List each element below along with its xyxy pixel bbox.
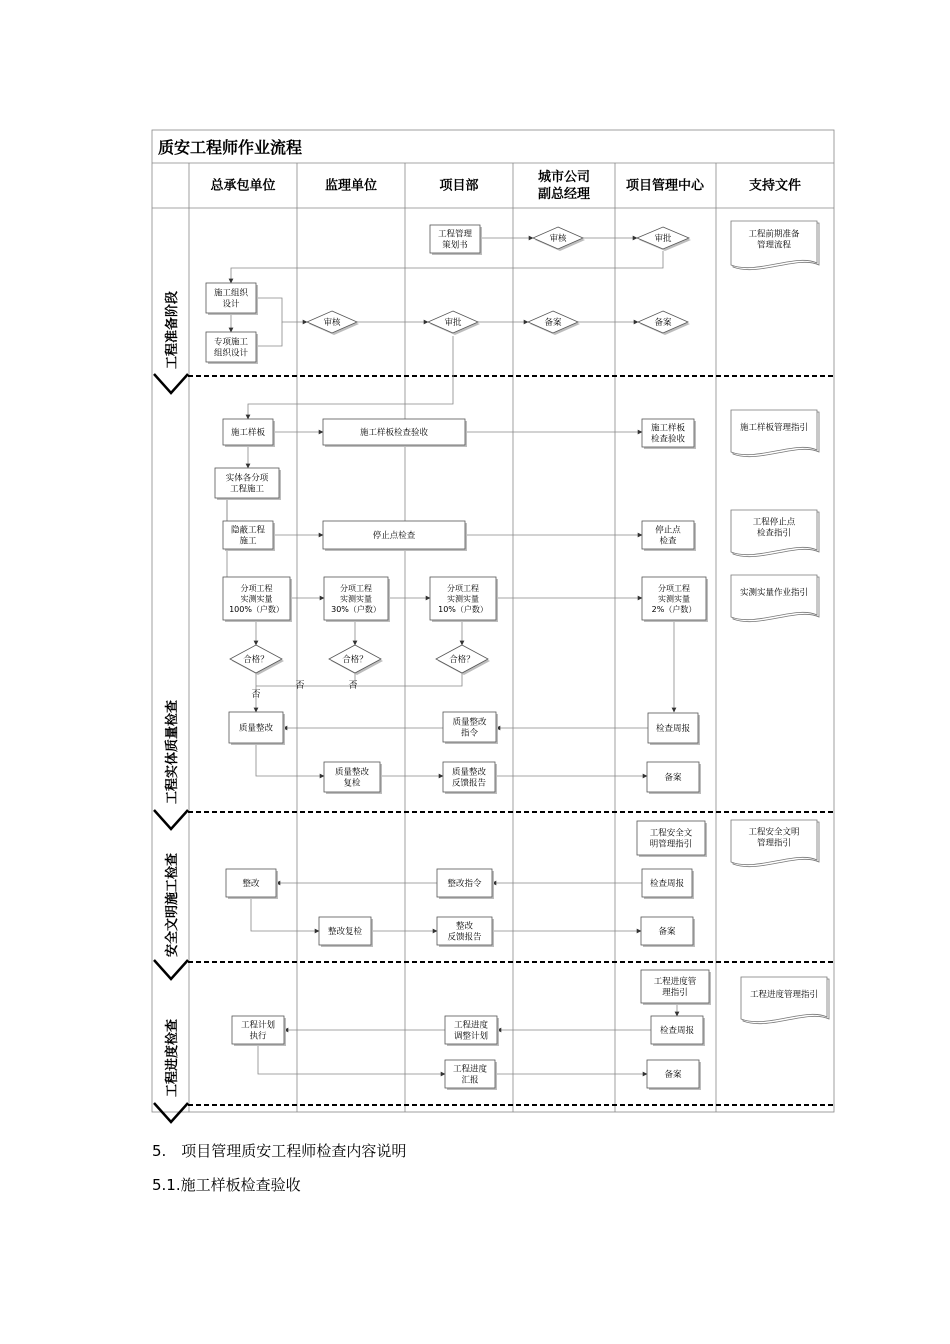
flow-nodes bbox=[206, 225, 711, 1090]
process-node bbox=[229, 712, 285, 745]
process-node bbox=[430, 225, 482, 255]
node-label: 分项工程实测实量 10%（户数） bbox=[438, 583, 488, 614]
node-label: 备案 bbox=[544, 318, 562, 329]
node-label: 工程进度调整计划 bbox=[453, 1020, 489, 1042]
stage-label: 工程实体质量检查 bbox=[165, 699, 180, 805]
node-label: 质量整改反馈报告 bbox=[451, 767, 487, 789]
document-label: 工程安全文明管理指引 bbox=[748, 827, 800, 849]
node-label: 整改 bbox=[242, 879, 260, 890]
process-node bbox=[232, 1016, 286, 1046]
node-label: 工程进度管理指引 bbox=[653, 977, 697, 999]
node-label: 整改指令 bbox=[447, 879, 482, 890]
process-node bbox=[323, 419, 467, 447]
diagram-title: 质安工程师作业流程 bbox=[158, 138, 303, 157]
decision-node bbox=[528, 311, 580, 335]
decision-node bbox=[637, 227, 691, 251]
process-node bbox=[641, 970, 711, 1005]
node-label: 整改复检 bbox=[327, 927, 363, 938]
node-label: 备案 bbox=[664, 773, 682, 784]
node-label: 工程计划执行 bbox=[240, 1020, 276, 1042]
node-label: 质量整改 bbox=[238, 723, 274, 734]
node-label: 审批 bbox=[654, 234, 672, 245]
process-node bbox=[206, 332, 258, 364]
node-label: 施工样板 bbox=[230, 428, 266, 439]
node-label: 审批 bbox=[444, 318, 462, 329]
process-node bbox=[642, 869, 694, 899]
process-node bbox=[324, 577, 390, 622]
process-node bbox=[637, 821, 707, 857]
column-header: 支持文件 bbox=[748, 178, 802, 194]
process-node bbox=[445, 1060, 497, 1090]
decision-node bbox=[436, 645, 490, 675]
process-node bbox=[223, 419, 275, 447]
column-header: 监理单位 bbox=[324, 178, 378, 194]
column-header: 项目部 bbox=[439, 178, 479, 194]
node-label: 施工样板检查验收 bbox=[650, 423, 686, 445]
process-node bbox=[215, 468, 281, 500]
node-label: 备案 bbox=[658, 927, 676, 938]
no-label: 否 bbox=[348, 681, 358, 691]
document-label: 工程停止点检查指引 bbox=[752, 517, 796, 539]
node-label: 停止点检查 bbox=[372, 531, 416, 542]
node-label: 备案 bbox=[654, 318, 672, 329]
process-node bbox=[642, 521, 696, 551]
section-subheading: 5.1.施工样板检查验收 bbox=[152, 1176, 301, 1194]
column-header: 总承包单位 bbox=[210, 178, 276, 194]
stage-label: 安全文明施工检查 bbox=[165, 852, 180, 958]
node-label: 合格？ bbox=[342, 655, 368, 666]
decision-node bbox=[230, 645, 284, 675]
decision-node bbox=[329, 645, 383, 675]
node-label: 合格？ bbox=[243, 655, 269, 666]
document-label: 实测实量作业指引 bbox=[739, 588, 809, 599]
process-node bbox=[445, 1016, 499, 1046]
node-label: 工程管理策划书 bbox=[437, 229, 473, 251]
node-label: 质量整改指令 bbox=[452, 717, 487, 739]
document-node bbox=[731, 410, 819, 457]
node-label: 备案 bbox=[664, 1070, 682, 1081]
process-node bbox=[648, 713, 700, 745]
node-label: 合格？ bbox=[449, 655, 475, 666]
node-label: 审核 bbox=[323, 318, 341, 329]
stage-label: 工程准备阶段 bbox=[165, 290, 180, 370]
process-node bbox=[324, 762, 382, 794]
process-node bbox=[641, 917, 695, 947]
process-node bbox=[443, 712, 498, 744]
node-label: 施工样板检查验收 bbox=[359, 428, 429, 439]
node-label: 检查周报 bbox=[649, 879, 685, 890]
process-node bbox=[223, 521, 275, 551]
process-node bbox=[647, 762, 701, 794]
process-node bbox=[226, 869, 278, 899]
section-heading: 5. 项目管理质安工程师检查内容说明 bbox=[152, 1142, 407, 1160]
no-label: 否 bbox=[251, 690, 261, 700]
decision-node bbox=[533, 227, 585, 251]
process-node bbox=[223, 577, 292, 622]
document-node bbox=[731, 820, 819, 867]
node-label: 检查周报 bbox=[659, 1026, 695, 1037]
node-label: 隐蔽工程施工 bbox=[230, 525, 266, 547]
node-label: 分项工程实测实量 2%（户数） bbox=[651, 583, 697, 614]
document-node bbox=[731, 575, 819, 622]
column-header: 城市公司副总经理 bbox=[537, 170, 591, 203]
stage-label: 工程进度检查 bbox=[165, 1018, 180, 1098]
process-node bbox=[206, 283, 258, 315]
node-label: 实体各分项工程施工 bbox=[225, 473, 269, 495]
process-node bbox=[651, 1016, 705, 1046]
node-label: 质量整改复检 bbox=[334, 767, 370, 789]
column-headers bbox=[210, 169, 801, 202]
node-label: 分项工程实测实量 100%（户数） bbox=[229, 583, 284, 614]
node-label: 施工组织设计 bbox=[213, 288, 249, 310]
node-label: 审核 bbox=[549, 234, 567, 245]
node-label: 分项工程实测实量 30%（户数） bbox=[331, 583, 381, 614]
node-label: 检查周报 bbox=[655, 724, 691, 735]
decision-node bbox=[428, 311, 480, 335]
document-node bbox=[741, 977, 829, 1024]
document-label: 工程前期准备管理流程 bbox=[748, 229, 800, 251]
process-node bbox=[319, 917, 373, 947]
node-label: 停止点检查 bbox=[655, 525, 681, 547]
document-node bbox=[731, 510, 819, 557]
process-node bbox=[443, 762, 497, 794]
support-documents bbox=[731, 221, 829, 1024]
node-label: 整改反馈报告 bbox=[447, 921, 482, 943]
node-label: 专项施工组织设计 bbox=[213, 337, 249, 359]
column-header: 项目管理中心 bbox=[625, 178, 705, 194]
process-node bbox=[430, 577, 498, 622]
no-label: 否 bbox=[295, 681, 305, 691]
process-node bbox=[323, 521, 467, 551]
process-node bbox=[647, 1060, 701, 1090]
node-label: 工程安全文明管理指引 bbox=[649, 828, 693, 850]
document-node bbox=[731, 221, 819, 270]
document-label: 施工样板管理指引 bbox=[739, 423, 809, 434]
decision-node bbox=[638, 311, 690, 335]
process-node bbox=[437, 917, 494, 947]
node-label: 工程进度汇报 bbox=[452, 1064, 488, 1086]
process-node bbox=[642, 577, 708, 622]
decision-node bbox=[307, 311, 359, 335]
process-node bbox=[642, 419, 696, 449]
document-label: 工程进度管理指引 bbox=[749, 990, 819, 1001]
process-node bbox=[437, 869, 494, 899]
